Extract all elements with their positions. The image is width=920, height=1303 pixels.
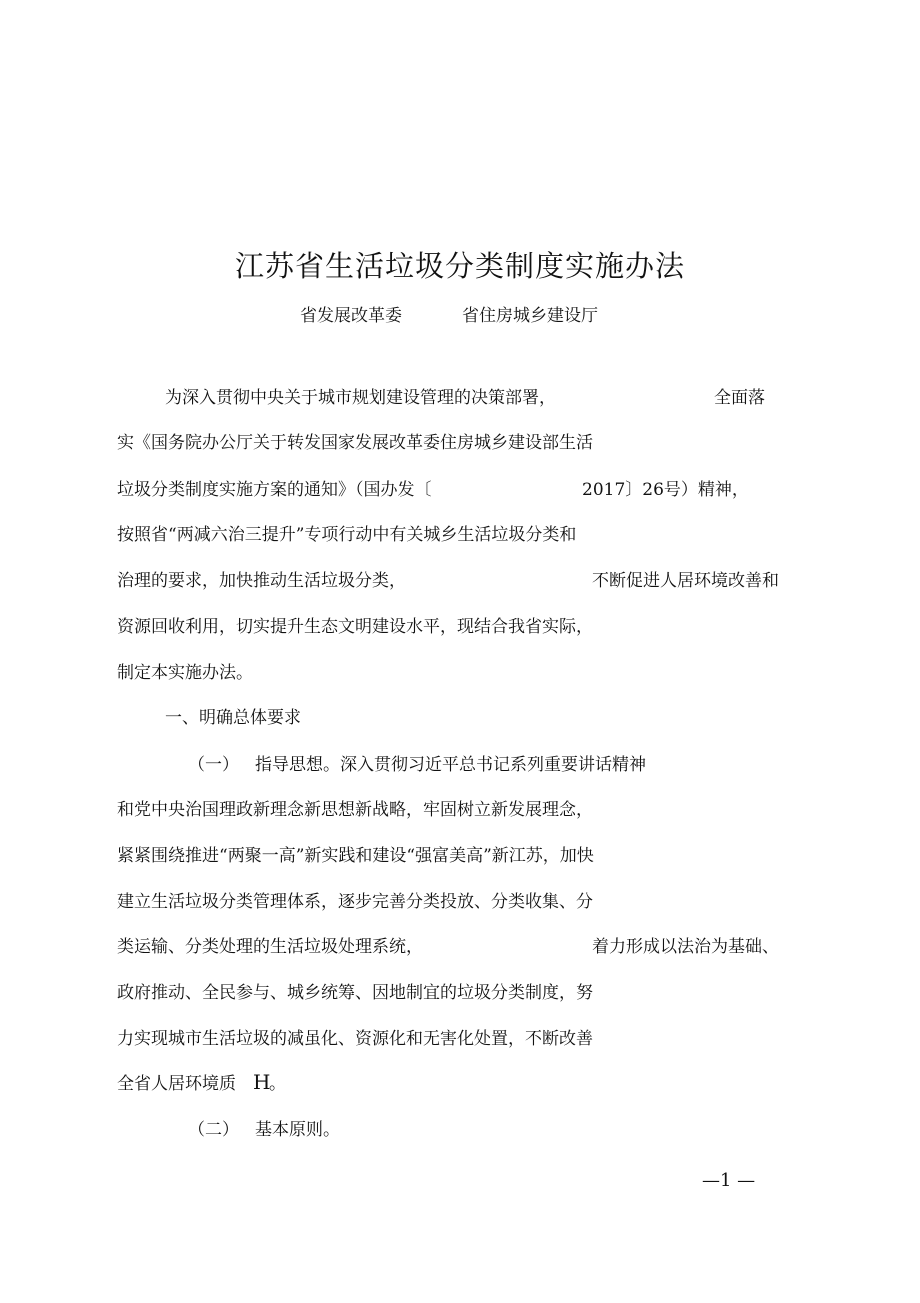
body-line: [0, 568, 920, 594]
body-line: [0, 660, 920, 686]
text-segment: 为深入贯彻中央关于城市规划建设管理的决策部署，: [165, 388, 556, 408]
body-line: [0, 752, 920, 778]
sub-heading: [0, 1117, 920, 1143]
body-line: [0, 614, 920, 640]
text-segment: 紧紧围绕推进“两聚一高”新实践和建设“强富美高”新江苏，加快: [117, 846, 594, 866]
page-number: —1 —: [702, 1170, 756, 1191]
text-segment: 政府推动、全民参与、城乡统筹、因地制宜的垃圾分类制度，努: [117, 983, 593, 1003]
body-line: [0, 889, 920, 915]
text-segment: 力实现城市生活垃圾的减虽化、资源化和无害化处置，不断改善: [117, 1029, 593, 1049]
body-line: [0, 430, 920, 456]
text-segment: 不断促进人居环境改善和: [592, 571, 779, 591]
body-line: [0, 797, 920, 823]
text-segment: 基本原则。: [255, 1120, 340, 1140]
body-line: [0, 1026, 920, 1052]
text-segment: 全面落: [714, 388, 765, 408]
text-segment: 一、明确总体要求: [165, 708, 301, 728]
text-segment: 指导思想。深入贯彻习近平总书记系列重要讲话精神: [255, 755, 646, 775]
text-segment: （二）: [188, 1120, 239, 1140]
text-segment: 全省人居环境质: [117, 1074, 236, 1094]
body-line: [0, 477, 920, 503]
author-ndrc: 省发展改革委: [300, 306, 402, 326]
text-segment: （一）: [188, 755, 239, 775]
body-line: [0, 1071, 920, 1097]
body-line: [0, 522, 920, 548]
text-segment: 和党中央治国理政新理念新思想新战略，牢固树立新发展理念，: [117, 800, 593, 820]
text-segment: 按照省“两减六治三提升”专项行动中有关城乡生活垃圾分类和: [117, 525, 577, 545]
text-segment: 建立生活垃圾分类管理体系，逐步完善分类投放、分类收集、分: [117, 892, 593, 912]
text-segment: 着力形成以法治为基础、: [592, 937, 779, 957]
body-line: [0, 934, 920, 960]
text-segment: H: [253, 1070, 271, 1094]
text-segment: 实《国务院办公厅关于转发国家发展改革委住房城乡建设部生活: [117, 433, 593, 453]
text-segment: 垃圾分类制度实施方案的通知》（国办发〔: [117, 480, 432, 500]
text-segment: 治理的要求，加快推动生活垃圾分类，: [117, 571, 406, 591]
text-segment: 2017〕26号）精神，: [582, 480, 749, 500]
body-line: [0, 843, 920, 869]
text-segment: 。: [269, 1074, 286, 1094]
body-line: [0, 980, 920, 1006]
text-segment: 资源回收利用，切实提升生态文明建设水平，现结合我省实际，: [117, 617, 593, 637]
section-heading: [0, 705, 920, 731]
text-segment: 类运输、分类处理的生活垃圾处理系统，: [117, 937, 423, 957]
body-line: [0, 385, 920, 411]
document-title: 江苏省生活垃圾分类制度实施办法: [234, 249, 685, 283]
author-housing-dept: 省住房城乡建设厅: [462, 306, 598, 326]
text-segment: 制定本实施办法。: [117, 663, 253, 683]
